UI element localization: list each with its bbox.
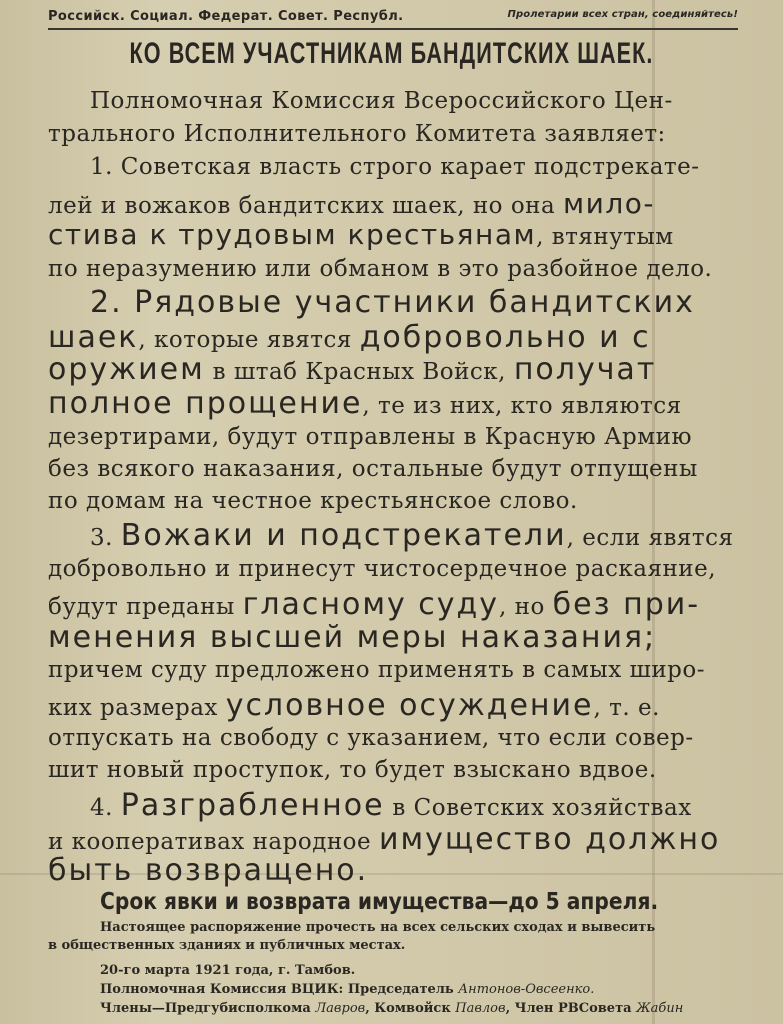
body-line: дезертирами, будут отправлены в Красную Армию <box>48 424 693 450</box>
signature: Антонов-Овсеенко. <box>458 982 595 997</box>
body-line: 1. Советская власть строго карает подстрекате- <box>90 154 700 180</box>
body-line: стива к трудовым крестьянам, втянутым <box>48 218 674 251</box>
body-line: 4. Разграбленное в Советских хозяйствах <box>90 788 692 823</box>
footer-line: в общественных зданиях и публичных местах. <box>48 938 406 953</box>
masthead <box>48 6 738 30</box>
footer-date: 20-го марта 1921 года, г. Тамбов. <box>100 963 356 978</box>
body-line: Полномочная Комиссия Всероссийского Цен- <box>90 88 673 114</box>
body-line: шит новый проступок, то будет взыскано вдвое. <box>48 757 657 783</box>
signature: Жабин <box>636 1001 684 1016</box>
slogan: Пролетарии всех стран, соединяйтесь! <box>507 9 738 20</box>
body-line: менения высшей меры наказания; <box>48 620 657 655</box>
body-line: по домам на честное крестьянское слово. <box>48 488 578 514</box>
body-line: и кооперативах народное имущество должно <box>48 822 721 857</box>
body-line: добровольно и принесут чистосердечное раскаяние, <box>48 556 717 582</box>
footer-line: Полномочная Комиссия ВЦИК: Председатель Антонов-Овсеенко. <box>100 982 595 997</box>
body-line: 2. Рядовые участники бандитских <box>90 285 695 320</box>
body-line: лей и вожаков бандитских шаек, но она мило- <box>48 187 655 220</box>
body-line: причем суду предложено применять в самых широ- <box>48 657 706 683</box>
body-line: оружием в штаб Красных Войск, получат <box>48 352 657 387</box>
republic-name: Российск. Социал. Федерат. Совет. Республ. <box>48 9 404 24</box>
body-line: ких размерах условное осуждение, т. е. <box>48 688 660 723</box>
body-line: трального Исполнительного Комитета заявляет: <box>48 121 666 147</box>
body-line: шаек, которые явятся добровольно и с <box>48 320 651 355</box>
body-line: по неразумению или обманом в это разбойное дело. <box>48 256 713 282</box>
footer-line: Члены—Предгубисполкома Лавров, Комвойск Павлов, Член РВСовета Жабин <box>100 1001 684 1016</box>
footer-line: Настоящее распоряжение прочесть на всех сельских сходах и вывесить <box>100 920 656 935</box>
body-line: без всякого наказания, остальные будут отпущены <box>48 456 698 482</box>
body-line: полное прощение, те из них, кто являются <box>48 386 682 421</box>
body-line: будут преданы гласному суду, но без при- <box>48 587 701 622</box>
body-line: 3. Вожаки и подстрекатели, если явятся <box>90 518 734 553</box>
poster-title: КО ВСЕМ УЧАСТНИКАМ БАНДИТСКИХ ШАЕК. <box>129 37 654 70</box>
body-line: отпускать на свободу с указанием, что если совер- <box>48 725 694 751</box>
body-line: быть возвращено. <box>48 853 369 888</box>
deadline-notice: Срок явки и возврата имущества—до 5 апреля. <box>100 889 659 915</box>
signature: Лавров <box>315 1001 366 1016</box>
signature: Павлов <box>455 1001 506 1016</box>
